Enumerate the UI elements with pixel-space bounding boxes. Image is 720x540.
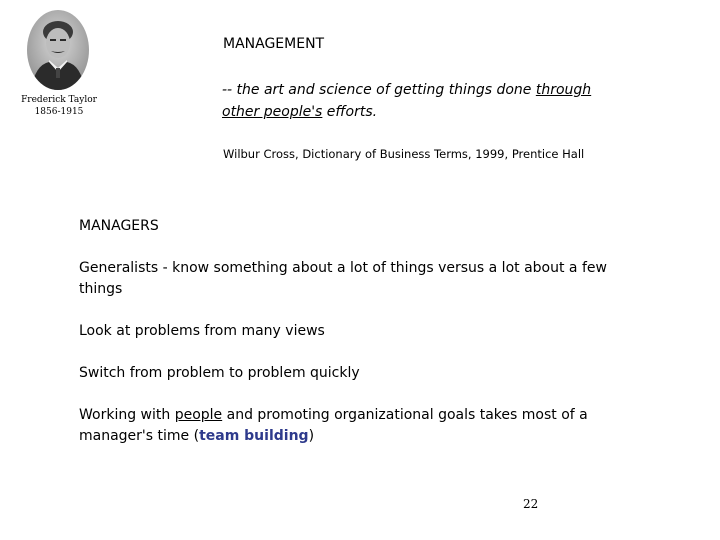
- definition-underlined-through: through: [535, 82, 592, 98]
- managers-item-views: Look at problems from many views: [79, 323, 325, 339]
- portrait-caption-years: 1856-1915: [34, 107, 84, 117]
- management-definition: [222, 79, 642, 123]
- managers-item-switch: Switch from problem to problem quickly: [79, 365, 360, 381]
- item4-before: Working with: [79, 407, 175, 423]
- definition-prefix: -- the art and science of getting things done: [222, 82, 536, 98]
- portrait-caption-name: Frederick Taylor: [21, 95, 97, 105]
- definition-underlined-other-peoples: other people's: [222, 104, 323, 120]
- item4-after: ): [308, 428, 315, 444]
- item4-underlined-people: people: [174, 407, 223, 423]
- portrait-photo: [27, 10, 89, 90]
- managers-heading: MANAGERS: [79, 218, 159, 234]
- item4-middle: and promoting organizational goals takes most of a manager's time (: [79, 407, 588, 444]
- definition-suffix: efforts.: [322, 104, 378, 120]
- definition-citation: Wilbur Cross, Dictionary of Business Terms, 1999, Prentice Hall: [223, 147, 585, 161]
- page-number: 22: [523, 497, 539, 511]
- managers-section: [79, 216, 639, 468]
- portrait-photo-icon: [27, 10, 89, 90]
- managers-item-people: [79, 405, 639, 447]
- item4-highlight-team-building: team building: [199, 428, 309, 444]
- managers-item-generalists: Generalists - know something about a lot of things versus a lot about a few things: [79, 260, 607, 297]
- management-heading: MANAGEMENT: [223, 36, 325, 52]
